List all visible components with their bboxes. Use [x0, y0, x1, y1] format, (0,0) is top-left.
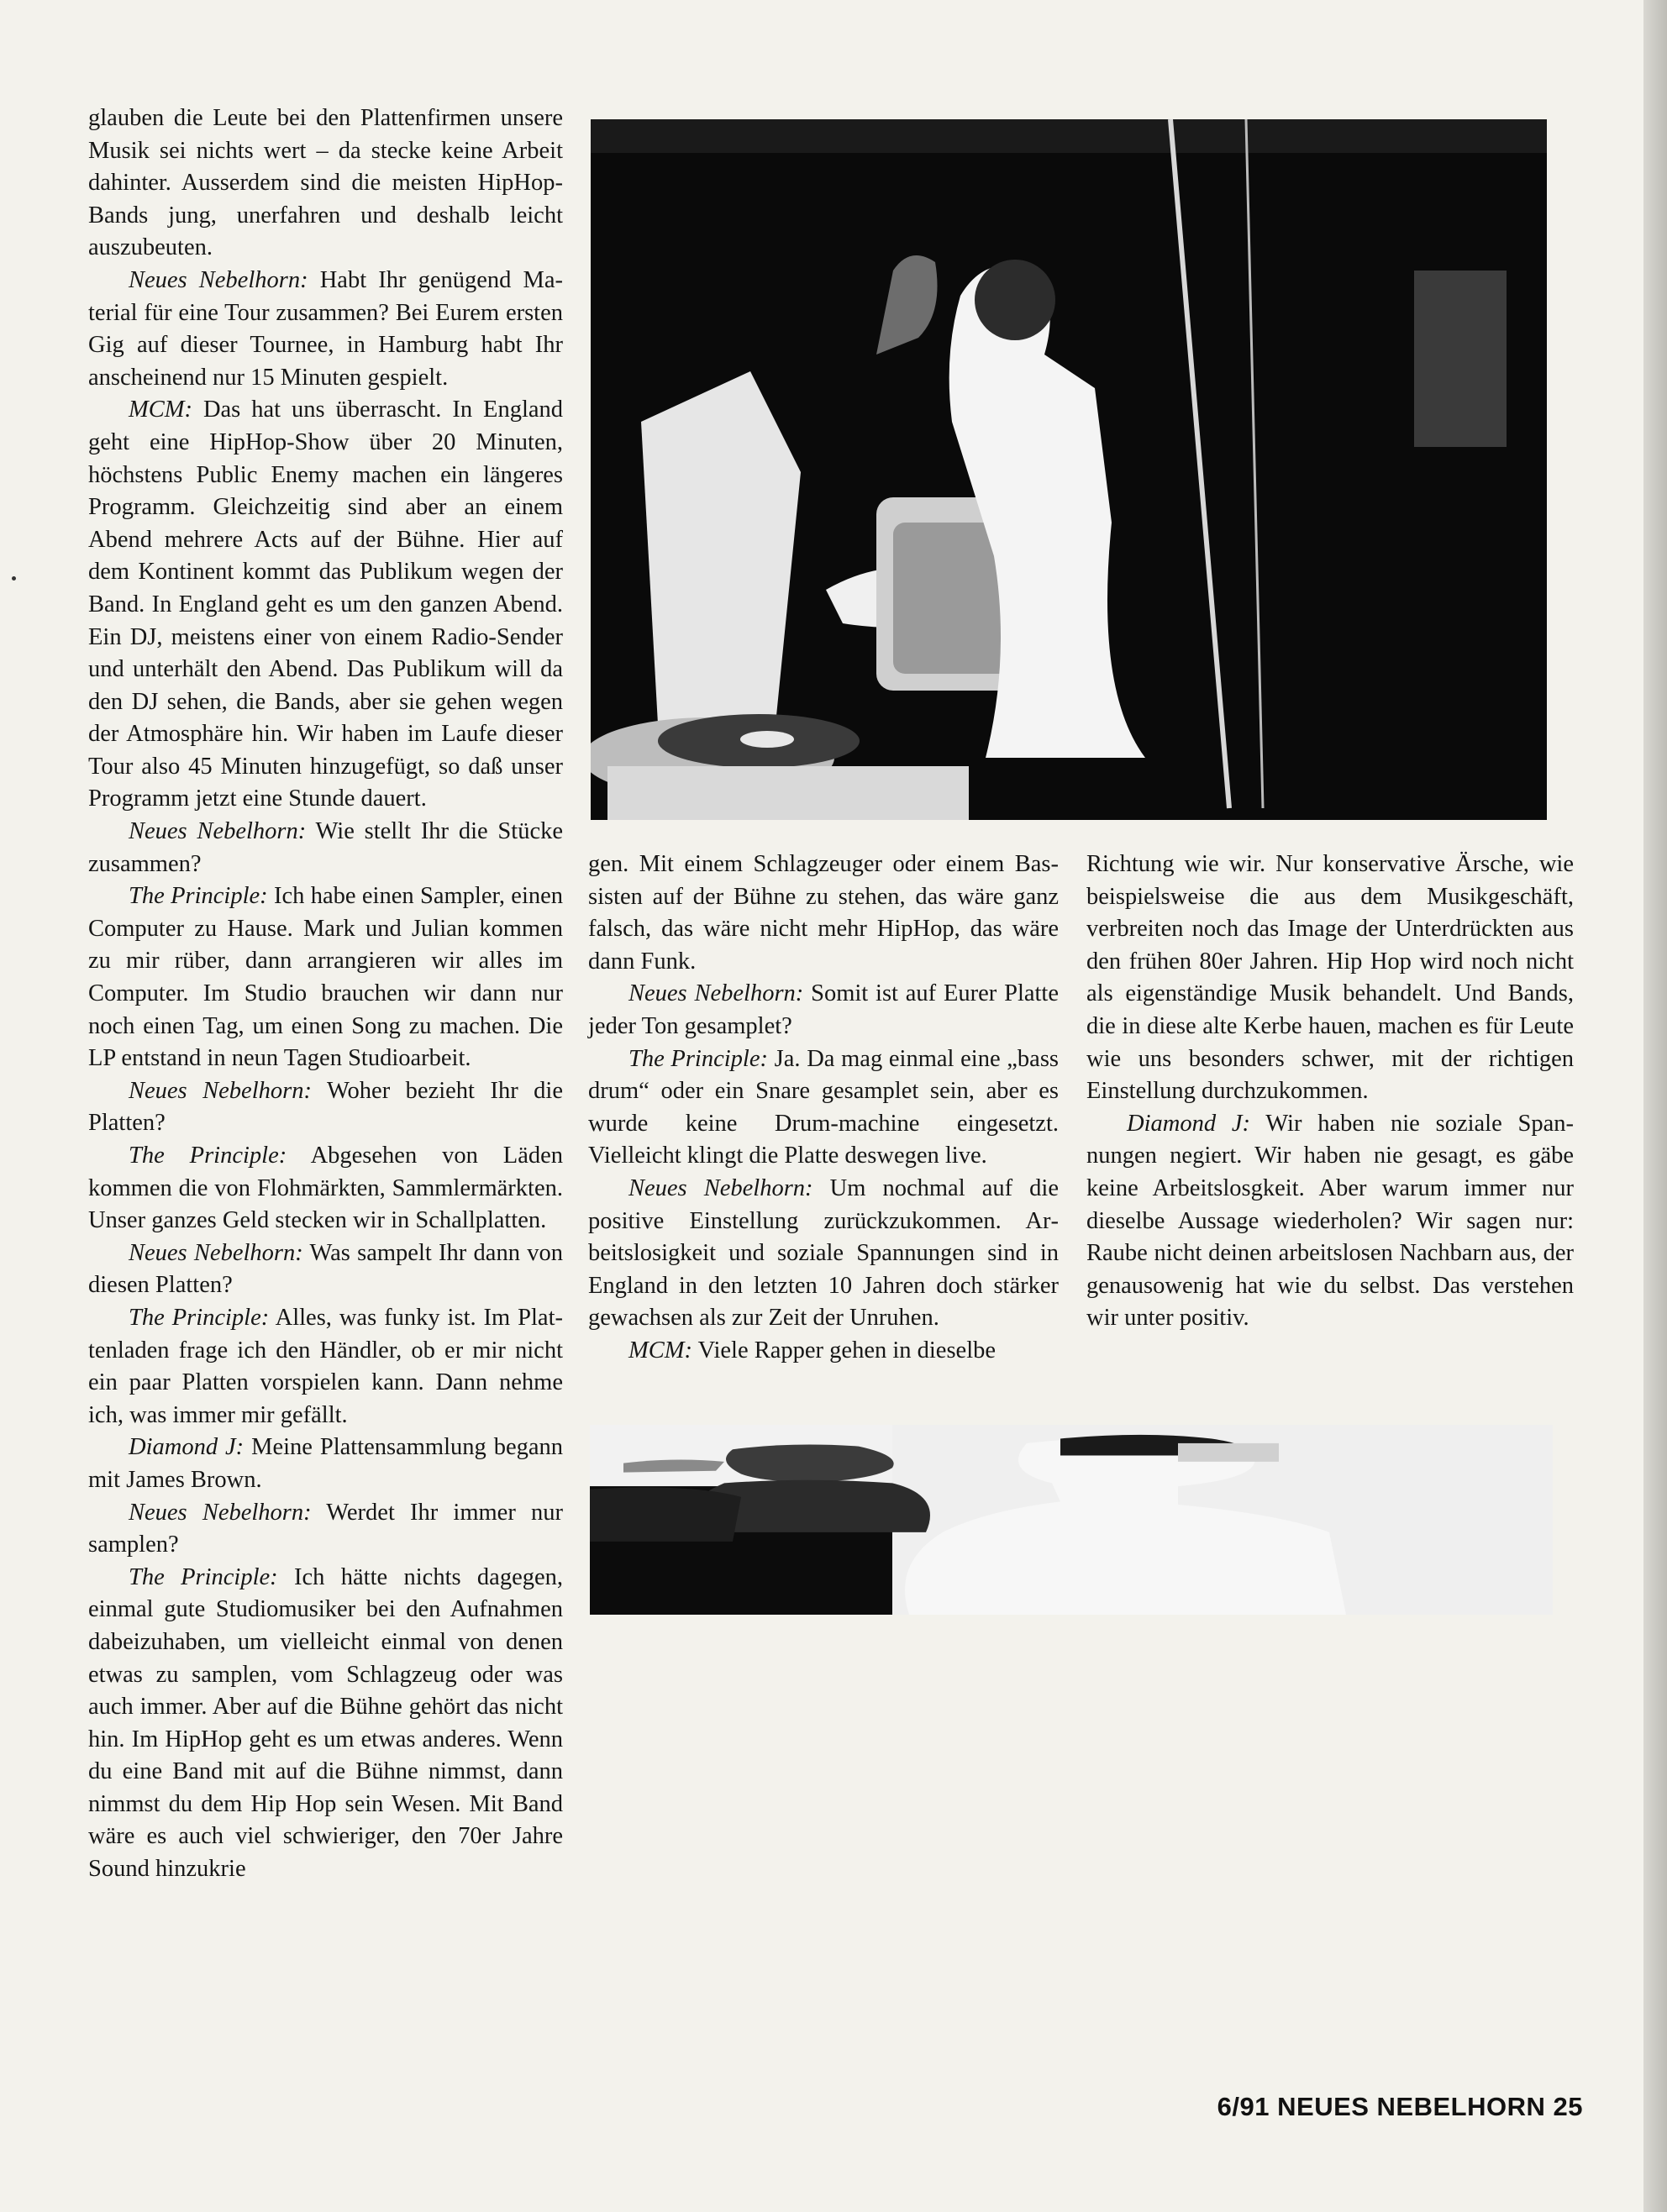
- paragraph: [88, 1302, 563, 1432]
- paragraph: [1086, 1108, 1574, 1335]
- paragraph: [88, 394, 563, 816]
- article-column-1: [88, 102, 563, 1886]
- speaker-name: The Principle:: [628, 1045, 768, 1072]
- speaker-name: Neues Nebelhorn:: [129, 818, 307, 845]
- speaker-name: Neues Nebelhorn:: [628, 1174, 813, 1201]
- paragraph-text: Was sampelt Ihr dann von diesen Platten?: [88, 1239, 563, 1299]
- paragraph-text: Habt Ihr genügend Material für eine Tour zusammen? Bei Eurem ersten Gig auf dieser Tournee, in Hamburg habt Ihr anscheinend nur 15 Minuten gespielt.: [88, 266, 564, 391]
- speaker-name: The Principle:: [129, 1563, 278, 1590]
- print-speck: [12, 576, 16, 581]
- article-column-2: [588, 849, 1059, 1368]
- paragraph: [588, 978, 1059, 1043]
- page-edge: [1643, 0, 1667, 2212]
- speaker-name: The Principle:: [129, 1143, 287, 1169]
- paragraph: [88, 1075, 563, 1140]
- paragraph-text: Wir haben nie soziale Spannungen negiert. Wir haben nie gesagt, es gäbe keine Arbeitslosgkeit. Aber warum immer nur dieselbe Aussage wiederholen? Wir sagen nur: Raube nicht deinen arbeitslosen Nachbarn aus, der genausowenig hat wie du selbst. Das verstehen wir unter positiv.: [1086, 1110, 1574, 1332]
- page-folio: [1217, 2092, 1583, 2122]
- article-column-3: [1086, 849, 1574, 1335]
- photo-dj-turntable: [591, 119, 1547, 820]
- paragraph-text: Abgesehen von Läden kommen die von Flohmärkten, Sammlermärkten. Unser ganzes Geld stecken wir in Schallplatten.: [88, 1143, 563, 1234]
- issue-number: 6/91: [1217, 2092, 1270, 2121]
- paragraph-text: Um nochmal auf die positive Einstellung zurückzukommen. Arbeitslosigkeit und soziale Spannungen sind in England in den letzten 10 Jahren doch stärker gewachsen als zur Zeit der Unruhen.: [588, 1174, 1059, 1332]
- paragraph-text: Alles, was funky ist. Im Plattenladen frage ich den Händler, ob er mir nicht ein paar Platten vorspielen kann. Dann nehme ich, was immer mir gefällt.: [88, 1304, 563, 1428]
- photo-band-members-graphic: [590, 1425, 1553, 1615]
- paragraph-text: Woher bezieht Ihr die Platten?: [88, 1077, 563, 1137]
- speaker-name: Diamond J:: [129, 1434, 245, 1461]
- paragraph: [588, 1335, 1059, 1368]
- photo-band-members: [590, 1425, 1553, 1615]
- paragraph: [88, 816, 563, 880]
- speaker-name: Neues Nebelhorn:: [129, 266, 308, 293]
- paragraph-text: Meine Plattensammlung begann mit James Brown.: [88, 1434, 563, 1493]
- magazine-name: NEUES NEBELHORN: [1277, 2092, 1546, 2121]
- speaker-name: MCM:: [129, 397, 192, 423]
- paragraph: [88, 1497, 563, 1562]
- paragraph-text: Das hat uns überrascht. In England geht eine HipHop-Show über 20 Minuten, höchstens Public Enemy machen ein längeres Programm. Gleichzeitig sind aber an einem Abend mehrere Acts auf der Bühne. Hier auf dem Kontinent kommt das Publikum wegen der Band. In England geht es um den ganzen Abend. Ein DJ, meistens einer von einem Radio-Sender und unterhält den Abend. Das Publikum will da den DJ sehen, die Bands, aber sie gehen wegen der Atmosphäre hin. Wir haben im Laufe dieser Tour also 45 Minuten hinzugefügt, so daß unser Programm jetzt eine Stunde dauert.: [88, 397, 564, 812]
- speaker-name: The Principle:: [129, 1304, 270, 1331]
- paragraph-text: gen. Mit einem Schlagzeuger oder einem Bassisten auf der Bühne zu stehen, das wäre ganz falsch, das wäre nicht mehr HipHop, das wäre dann Funk.: [588, 851, 1059, 975]
- paragraph: [88, 1432, 563, 1496]
- paragraph: [88, 1237, 563, 1302]
- paragraph-text: Ich hätte nichts dagegen, einmal gute Studiomusiker bei den Aufnahmen dabeizuhaben, um vielleicht einmal von denen etwas zu samplen, vom Schlagzeug oder was auch immer. Aber auf die Bühne gehört das nicht hin. Im HipHop geht es um etwas anderes. Wenn du eine Band mit auf die Bühne nimmst, dann nimmst du dem Hip Hop sein Wesen. Mit Band wäre es auch viel schwieriger, den 70er Jahre Sound hinzukrie: [88, 1563, 564, 1883]
- speaker-name: MCM:: [628, 1337, 692, 1363]
- paragraph-text: Richtung wie wir. Nur konservative Ärsche, wie beispielsweise die aus dem Musikgeschäft, verbreiten noch das Image der Unterdrückten aus den frühen 80er Jahren. Hip Hop wird noch nicht als eigenständige Musik behandelt. Und Bands, die in diese alte Kerbe hauen, machen es für Leute wie uns besonders schwer, mit der richtigen Einstellung durchzukommen.: [1086, 851, 1574, 1105]
- paragraph-text: Viele Rapper gehen in dieselbe: [697, 1337, 997, 1363]
- photo-dj-turntable-graphic: [591, 119, 1547, 820]
- paragraph: [88, 265, 563, 394]
- paragraph-text: Werdet Ihr immer nur samplen?: [88, 1499, 563, 1558]
- paragraph: [588, 849, 1059, 978]
- speaker-name: Neues Nebelhorn:: [129, 1239, 303, 1266]
- paragraph-text: glauben die Leute bei den Plattenfirmen unsere Musik sei nichts wert – da stecke keine Arbeit dahinter. Ausserdem sind die meisten HipHop-Bands jung, unerfahren und deshalb leicht auszubeuten.: [88, 105, 563, 261]
- paragraph: [88, 1562, 563, 1886]
- paragraph-text: Ich habe einen Sampler, einen Computer zu Hause. Mark und Julian kommen zu mir rüber, dann arrangieren wir alles im Computer. Im Studio brauchen wir dann nur noch einen Tag, um einen Song zu machen. Die LP entstand in neun Tagen Studioarbeit.: [88, 883, 564, 1072]
- speaker-name: The Principle:: [129, 883, 268, 910]
- paragraph-text: Wie stellt Ihr die Stücke zusammen?: [88, 818, 563, 877]
- paragraph: [88, 102, 563, 265]
- paragraph: [88, 880, 563, 1075]
- speaker-name: Neues Nebelhorn:: [129, 1499, 312, 1526]
- paragraph: [588, 1173, 1059, 1335]
- speaker-name: Neues Nebelhorn:: [628, 980, 804, 1007]
- paragraph: [88, 1140, 563, 1237]
- speaker-name: Diamond J:: [1127, 1110, 1250, 1137]
- speaker-name: Neues Nebelhorn:: [129, 1077, 312, 1104]
- page-number: 25: [1553, 2092, 1583, 2121]
- paragraph: [1086, 849, 1574, 1108]
- paragraph-text: Ja. Da mag einmal eine „bass drum“ oder ein Snare gesamplet sein, aber es wurde keine Drum-machine eingesetzt. Vielleicht klingt die Platte deswegen live.: [588, 1045, 1060, 1169]
- paragraph: [588, 1043, 1059, 1173]
- paragraph-text: Somit ist auf Eurer Platte jeder Ton gesamplet?: [588, 980, 1059, 1039]
